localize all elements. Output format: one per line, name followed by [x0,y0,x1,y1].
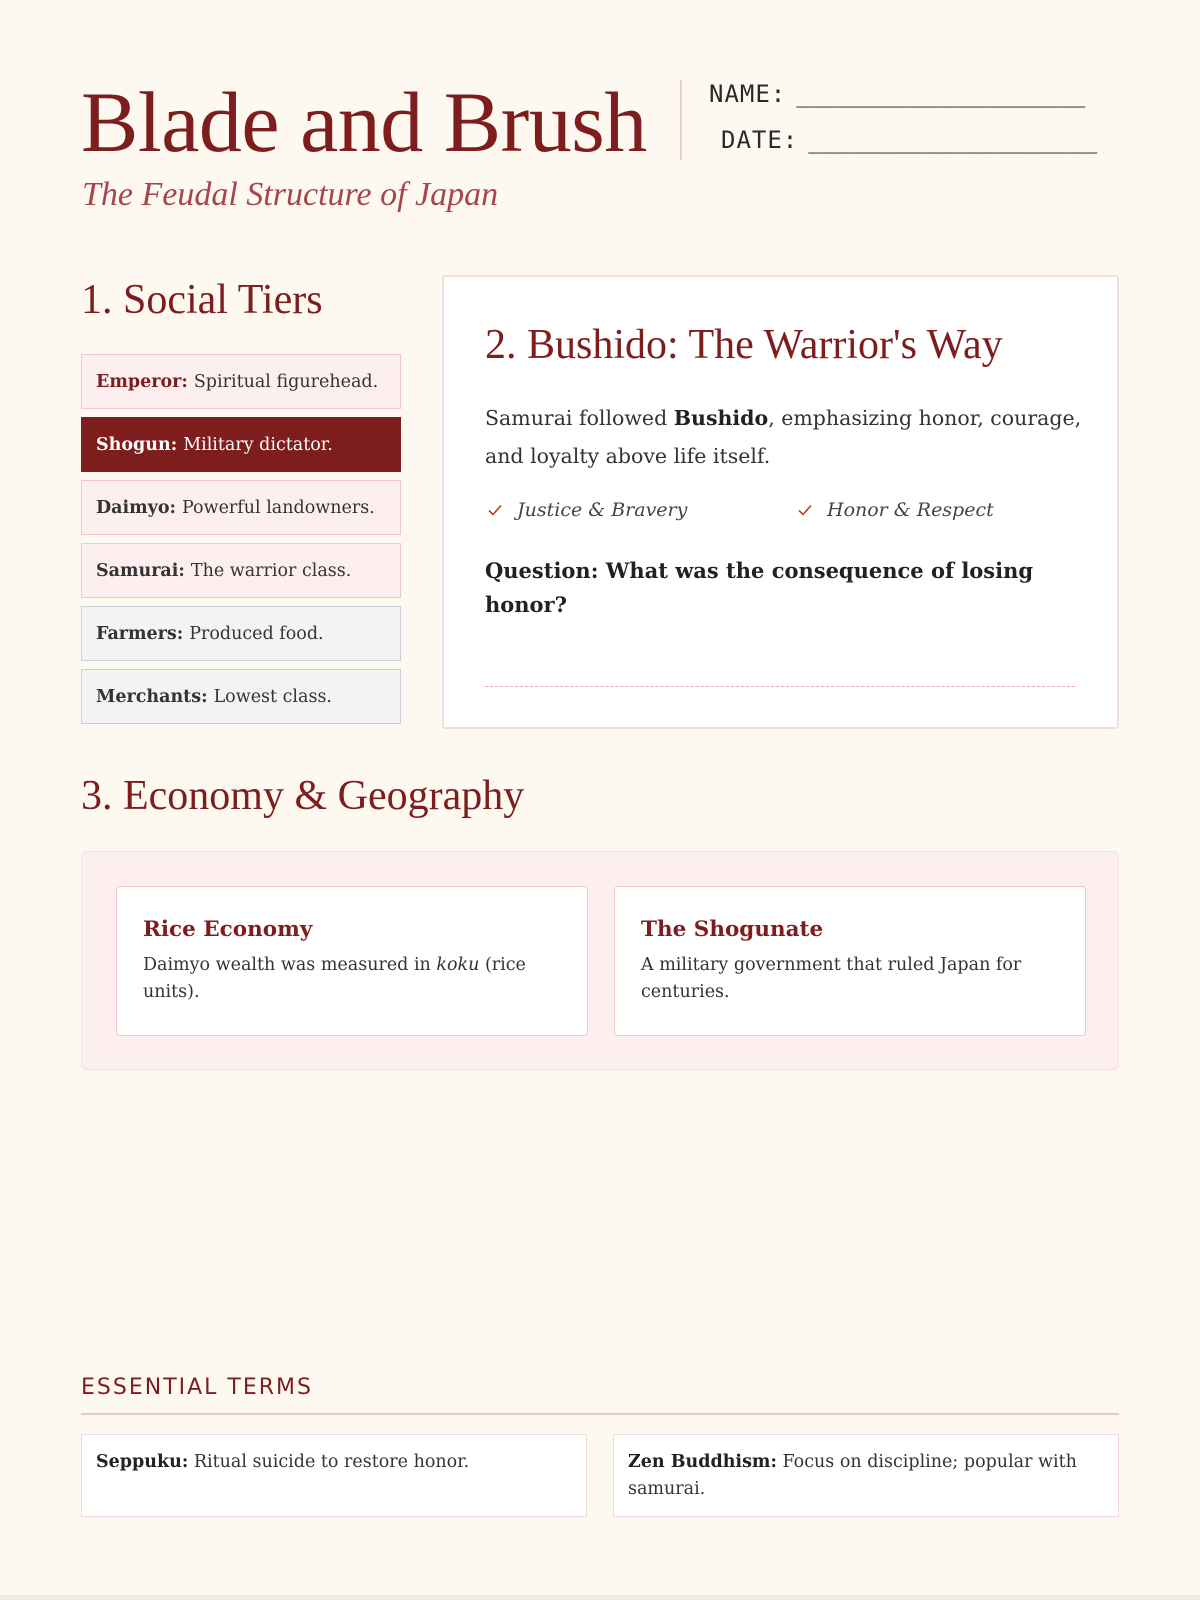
economy-box-rice [116,886,588,1036]
economy-box-title: Rice Economy [143,917,313,942]
check-icon [795,500,815,520]
para-text-start: Samurai followed [485,406,674,430]
box-text-end: (rice units). [143,955,526,1002]
economy-heading: 3. Economy & Geography [81,773,525,819]
tier-daimyo [81,480,401,535]
tier-term: Shogun: [96,434,178,455]
social-tiers-list [81,354,401,732]
check-icon [485,500,505,520]
economy-box-title: The Shogunate [641,917,824,942]
tier-term: Daimyo: [96,497,176,518]
tier-emperor [81,354,401,409]
term-desc: Focus on discipline; popular with samurai. [628,1452,1077,1499]
para-bold-term: Bushido [673,406,769,430]
economy-box-text [641,952,1059,1006]
check-item [485,499,687,521]
header-divider [680,80,682,160]
date-blank-line[interactable]: ____________________ [808,126,1098,154]
para-text-end: , emphasizing honor, courage, and loyalty above life itself. [485,406,1082,468]
term-card-zen [613,1434,1119,1517]
social-tiers-heading: 1. Social Tiers [81,277,323,323]
answer-line[interactable] [485,686,1075,687]
box-text-start: A military government that ruled Japan for centuries. [641,955,1022,1002]
bushido-card [442,275,1119,729]
name-label: NAME: [709,80,787,108]
essential-terms-divider [81,1413,1119,1415]
tier-desc: Military dictator. [183,434,333,455]
tier-desc: Powerful landowners. [181,497,375,518]
box-text-em: koku [436,955,480,975]
date-field[interactable] [721,126,1097,154]
page-bottom-band [0,1595,1200,1600]
page-title: Blade and Brush [81,74,647,170]
bushido-heading: 2. Bushido: The Warrior's Way [485,322,1003,368]
check-label: Justice & Bravery [517,499,688,521]
economy-box-shogunate [614,886,1086,1036]
question-text: Question: What was the consequence of losing honor? [485,558,1034,617]
check-item [795,499,994,521]
tier-farmers [81,606,401,661]
tier-term: Merchants: [96,686,208,707]
bushido-paragraph [485,399,1085,475]
tier-desc: Lowest class. [213,686,332,707]
tier-term: Farmers: [96,623,184,644]
term-name: Seppuku: [96,1452,189,1472]
economy-box-text [143,952,561,1006]
term-name: Zen Buddhism: [628,1452,777,1472]
tier-term: Emperor: [96,371,188,392]
essential-terms-heading: ESSENTIAL TERMS [81,1375,313,1400]
tier-desc: Spiritual figurehead. [193,371,379,392]
tier-term: Samurai: [96,560,185,581]
tier-samurai [81,543,401,598]
date-label: DATE: [721,126,799,154]
name-blank-line[interactable]: ____________________ [796,80,1086,108]
term-desc: Ritual suicide to restore honor. [193,1452,470,1472]
page-subtitle: The Feudal Structure of Japan [82,176,499,213]
virtue-checklist [485,499,1085,529]
tier-merchants [81,669,401,724]
term-card-seppuku [81,1434,587,1517]
economy-panel [81,851,1119,1070]
tier-desc: Produced food. [189,623,324,644]
name-field[interactable] [709,80,1085,108]
box-text-start: Daimyo wealth was measured in [143,955,437,975]
check-label: Honor & Respect [827,499,994,521]
tier-desc: The warrior class. [190,560,352,581]
tier-shogun [81,417,401,472]
